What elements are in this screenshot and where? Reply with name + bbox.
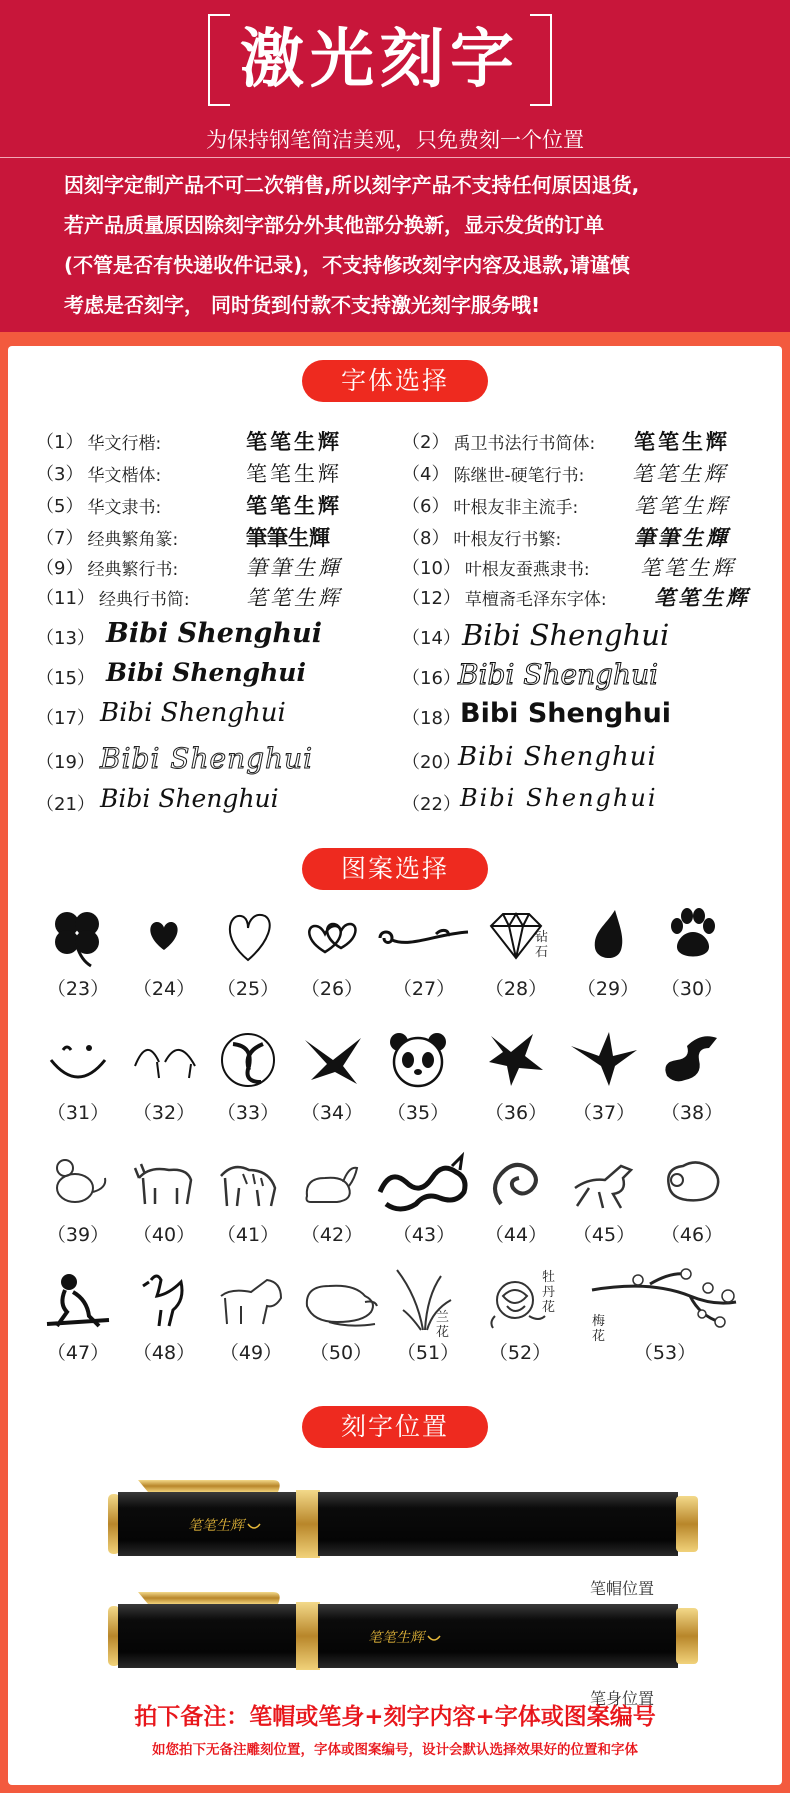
pattern-option-46[interactable]	[650, 1148, 734, 1247]
font-section-title: 字体选择	[302, 360, 488, 402]
pattern-option-32[interactable]	[122, 1026, 206, 1125]
pattern-label: （51）	[396, 1342, 460, 1364]
pattern-option-25[interactable]	[206, 904, 290, 1001]
page-subtitle: 为保持钢笔简洁美观，只免费刻一个位置	[206, 128, 584, 152]
font-option-4[interactable]: （4） 陈继世-硬笔行书: 笔笔生辉	[402, 460, 584, 492]
wolf-icon	[481, 1026, 551, 1094]
tiger-icon	[213, 1148, 283, 1216]
notice-line: (不管是否有快递收件记录)，不支持修改刻字内容及退款,请谨慎	[64, 253, 630, 277]
font-sample: Bibi Shenghui	[106, 658, 306, 687]
snake-icon	[481, 1148, 551, 1216]
font-sample: 笔笔生辉	[246, 586, 342, 610]
font-sample: Bibi Shenghui	[100, 742, 314, 775]
font-sample: 笔笔生辉	[634, 494, 730, 518]
font-sample: 筆筆生輝	[246, 526, 330, 550]
font-row	[36, 658, 766, 696]
font-option-11[interactable]: （11） 经典行书简: 笔笔生辉	[36, 584, 190, 616]
pattern-label: （23）	[46, 978, 110, 1000]
font-sample: 笔笔生辉	[634, 429, 730, 454]
body-position-caption: 笔身位置	[590, 1689, 655, 1708]
sheep-icon	[657, 1148, 727, 1216]
title-frame	[208, 14, 552, 106]
font-option-8[interactable]: （8） 叶根友行书繁: 筆筆生輝	[402, 524, 561, 556]
pattern-option-51[interactable]	[386, 1266, 470, 1365]
pattern-label: （50）	[309, 1342, 373, 1364]
panda-icon	[383, 1026, 453, 1094]
pig-icon	[299, 1266, 383, 1334]
pattern-option-53[interactable]	[590, 1266, 740, 1365]
pattern-label: （37）	[572, 1102, 636, 1124]
pattern-label: （38）	[660, 1102, 724, 1124]
rabbit-icon	[297, 1148, 367, 1216]
pattern-label: （47）	[46, 1342, 110, 1364]
dragon-icon	[376, 1148, 472, 1216]
pattern-option-31[interactable]	[36, 1026, 120, 1125]
font-option-22[interactable]: （22） Bibi Shenghui	[402, 784, 658, 815]
pattern-option-44[interactable]	[474, 1148, 558, 1247]
smiley-icon	[43, 1026, 113, 1094]
drop-icon	[573, 904, 643, 970]
font-sample: 笔笔生辉	[246, 493, 342, 518]
header-banner	[0, 0, 790, 332]
font-option-14[interactable]: （14） Bibi Shenghui	[402, 618, 670, 652]
font-sample: Bibi Shenghui	[100, 698, 286, 728]
pattern-option-39[interactable]	[36, 1148, 120, 1247]
content-card	[8, 346, 782, 1785]
notice-line: 因刻字定制产品不可二次销售,所以刻字产品不支持任何原因退货,	[64, 173, 640, 197]
pattern-label: （41）	[216, 1224, 280, 1246]
pattern-label: （29）	[576, 978, 640, 1000]
pattern-option-23[interactable]	[36, 904, 120, 1001]
eyes-icon	[129, 1026, 199, 1094]
font-row	[36, 742, 766, 780]
font-sample: 筆筆生輝	[246, 556, 342, 580]
pattern-label: （44）	[484, 1224, 548, 1246]
pattern-option-43[interactable]	[376, 1148, 472, 1247]
font-row	[36, 698, 766, 736]
font-option-6[interactable]: （6） 叶根友非主流手: 笔笔生辉	[402, 492, 578, 524]
pen-illustration	[108, 1466, 708, 1568]
pattern-option-47[interactable]	[36, 1266, 120, 1365]
order-instruction: 拍下备注：笔帽或笔身+刻字内容+字体或图案编号	[134, 1704, 656, 1730]
pattern-label: （39）	[46, 1224, 110, 1246]
pattern-option-26[interactable]	[290, 904, 374, 1001]
font-option-20[interactable]: （20） Bibi Shenghui	[402, 742, 657, 773]
dog-icon	[211, 1266, 291, 1334]
pattern-label: （25）	[216, 978, 280, 1000]
font-sample: Bibi Shenghui	[462, 618, 670, 652]
pattern-label: （31）	[46, 1102, 110, 1124]
rooster-icon	[129, 1266, 199, 1334]
ox-icon	[129, 1148, 199, 1216]
orchid-annotation: 兰花	[436, 1310, 450, 1340]
font-sample: Bibi Shenghui	[106, 618, 322, 649]
pattern-option-42[interactable]	[290, 1148, 374, 1247]
pattern-label: （26）	[300, 978, 364, 1000]
pattern-option-49[interactable]	[206, 1266, 296, 1365]
swallow-icon	[297, 1026, 367, 1094]
font-option-16[interactable]: （16） Bibi Shenghui	[402, 658, 659, 691]
pattern-label: （27）	[392, 978, 456, 1000]
pattern-label: （42）	[300, 1224, 364, 1246]
font-row	[36, 428, 766, 460]
font-row	[36, 618, 766, 656]
pattern-option-30[interactable]	[650, 904, 734, 1001]
font-option-21[interactable]: （21） Bibi Shenghui	[36, 784, 279, 815]
pattern-label: （32）	[132, 1102, 196, 1124]
notice-text	[64, 165, 764, 325]
pattern-label: （33）	[216, 1102, 280, 1124]
pattern-option-24[interactable]	[122, 904, 206, 1001]
font-sample: Bibi Shenghui	[460, 784, 658, 812]
horse-icon	[569, 1148, 639, 1216]
pattern-label: （34）	[300, 1102, 364, 1124]
order-note: 如您拍下无备注雕刻位置，字体或图案编号，设计会默认选择效果好的位置和字体	[152, 1742, 638, 1758]
font-sample: Bibi Shenghui	[100, 784, 279, 813]
peony-annotation: 牡丹花	[542, 1270, 556, 1315]
font-option-15[interactable]: （15） Bibi Shenghui	[36, 658, 306, 689]
font-option-5[interactable]: （5） 华文隶书: 笔笔生辉	[36, 492, 161, 524]
swirl-icon	[376, 904, 472, 970]
font-sample: 笔笔生辉	[246, 462, 342, 486]
monkey-icon	[43, 1266, 113, 1334]
font-row	[36, 460, 766, 492]
pattern-option-38[interactable]	[650, 1026, 734, 1125]
engraving-text: 笔笔生辉	[368, 1630, 424, 1646]
notice-line: 若产品质量原因除刻字部分外其他部分换新，显示发货的订单	[64, 213, 604, 237]
pattern-label: （24）	[132, 978, 196, 1000]
pattern-label: （30）	[660, 978, 724, 1000]
diamond-annotation: 钻石	[535, 930, 549, 960]
pattern-option-29[interactable]	[566, 904, 650, 1001]
dragon-small-icon	[657, 1026, 727, 1094]
pattern-option-41[interactable]	[206, 1148, 290, 1247]
font-option-10[interactable]: （10） 叶根友蚕燕隶书: 笔笔生辉	[402, 554, 590, 586]
plum-blossom-icon	[590, 1266, 740, 1334]
pattern-label: （52）	[488, 1342, 552, 1364]
pattern-option-37[interactable]	[562, 1026, 646, 1125]
font-option-7[interactable]: （7） 经典繁角篆: 筆筆生輝	[36, 524, 178, 556]
pattern-label: （36）	[484, 1102, 548, 1124]
pattern-label: （48）	[132, 1342, 196, 1364]
font-sample: 笔笔生辉	[654, 585, 750, 610]
pen-cap-engraving	[108, 1466, 708, 1572]
page-title: 激光刻字	[240, 23, 520, 97]
font-option-18[interactable]: （18） Bibi Shenghui	[402, 698, 672, 729]
pattern-label: （35）	[386, 1102, 450, 1124]
font-option-2[interactable]: （2） 禹卫书法行书简体: 笔笔生辉	[402, 428, 595, 460]
font-sample: Bibi Shenghui	[458, 658, 659, 691]
pattern-option-27[interactable]	[376, 904, 472, 1001]
font-row	[36, 784, 766, 822]
pattern-label: （40）	[132, 1224, 196, 1246]
font-sample: Bibi Shenghui	[460, 698, 672, 729]
pen-illustration	[108, 1578, 708, 1680]
four-leaf-clover-icon	[43, 904, 113, 970]
font-sample: 笔笔生辉	[246, 429, 342, 454]
font-row	[36, 492, 766, 524]
font-option-9[interactable]: （9） 经典繁行书: 筆筆生輝	[36, 554, 178, 586]
pattern-option-36[interactable]	[474, 1026, 558, 1125]
font-option-1[interactable]: （1） 华文行楷: 笔笔生辉	[36, 428, 161, 460]
pattern-section-title: 图案选择	[302, 848, 488, 890]
font-option-12[interactable]: （12） 草檀斋毛泽东字体: 笔笔生辉	[402, 584, 607, 616]
rat-icon	[43, 1148, 113, 1216]
engraving-text: 笔笔生辉	[188, 1518, 244, 1534]
font-option-13[interactable]: （13） Bibi Shenghui	[36, 618, 322, 649]
font-row	[36, 584, 766, 616]
paw-icon	[657, 904, 727, 970]
orchid-icon	[393, 1266, 463, 1334]
plum-annotation: 梅花	[592, 1314, 606, 1344]
pattern-option-50[interactable]	[296, 1266, 386, 1365]
notice-line: 考虑是否刻字， 同时货到付款不支持激光刻字服务哦!	[64, 293, 541, 317]
pattern-label: （43）	[392, 1224, 456, 1246]
pattern-option-34[interactable]	[290, 1026, 374, 1125]
pattern-option-48[interactable]	[122, 1266, 206, 1365]
pattern-option-33[interactable]	[206, 1026, 290, 1125]
pattern-option-40[interactable]	[122, 1148, 206, 1247]
font-sample: Bibi Shenghui	[458, 742, 657, 772]
font-option-19[interactable]: （19） Bibi Shenghui	[36, 742, 314, 775]
font-option-3[interactable]: （3） 华文楷体: 笔笔生辉	[36, 460, 161, 492]
pattern-label: （28）	[484, 978, 548, 1000]
pattern-label: （49）	[219, 1342, 283, 1364]
font-option-17[interactable]: （17） Bibi Shenghui	[36, 698, 286, 729]
font-sample: 笔笔生辉	[640, 556, 736, 580]
pattern-option-35[interactable]	[376, 1026, 460, 1125]
eagle-icon	[569, 1026, 639, 1094]
cap-position-caption: 笔帽位置	[590, 1579, 655, 1598]
font-sample: 笔笔生辉	[632, 462, 728, 486]
pattern-label: （46）	[660, 1224, 724, 1246]
font-sample: 筆筆生輝	[634, 525, 730, 550]
heart-solid-icon	[129, 904, 199, 970]
double-heart-icon	[297, 904, 367, 970]
pattern-label: （53）	[633, 1342, 697, 1364]
koi-fish-icon	[213, 1026, 283, 1094]
heart-outline-icon	[213, 904, 283, 970]
pattern-option-45[interactable]	[562, 1148, 646, 1247]
position-section-title: 刻字位置	[302, 1406, 488, 1448]
pattern-label: （45）	[572, 1224, 636, 1246]
pen-body-engraving	[108, 1578, 708, 1684]
header-divider	[0, 157, 790, 158]
